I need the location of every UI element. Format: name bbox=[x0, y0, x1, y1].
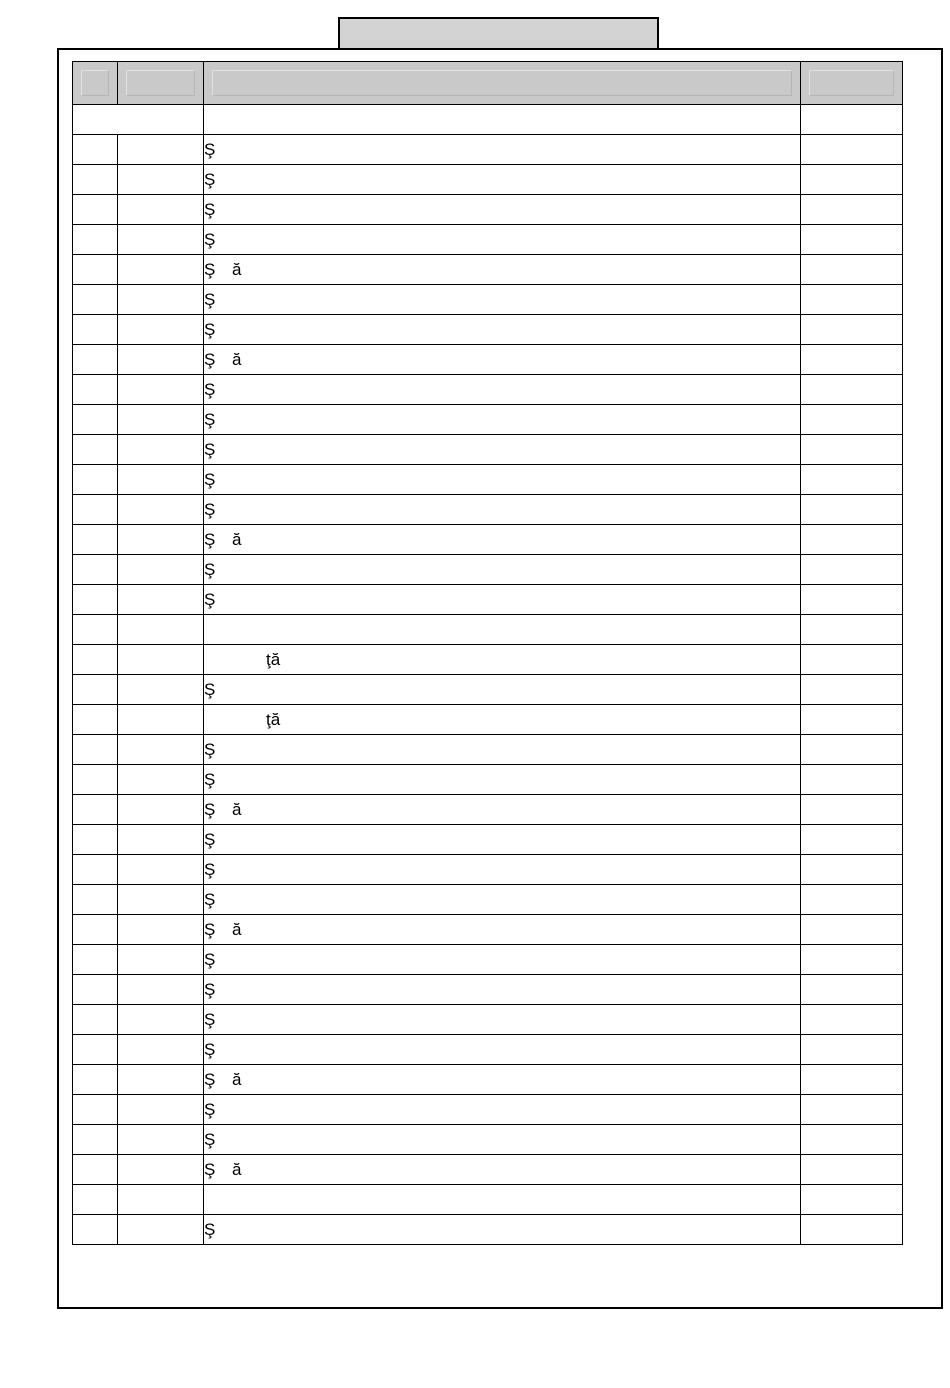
row-value-cell bbox=[801, 315, 903, 345]
table-row bbox=[73, 945, 903, 975]
row-code-cell bbox=[118, 375, 204, 405]
row-description-cell bbox=[204, 1035, 801, 1065]
table-row bbox=[73, 1065, 903, 1095]
row-description-cell bbox=[204, 255, 801, 285]
row-code-cell bbox=[118, 885, 204, 915]
row-description-prefix: Ş bbox=[204, 560, 216, 579]
row-description-cell bbox=[204, 555, 801, 585]
row-description-prefix: Ş bbox=[204, 1220, 216, 1239]
row-number-cell bbox=[73, 345, 118, 375]
row-value-cell bbox=[801, 405, 903, 435]
row-number-cell bbox=[73, 555, 118, 585]
row-description-cell bbox=[204, 975, 801, 1005]
row-description-text: ă bbox=[232, 800, 242, 819]
row-description-prefix: Ş bbox=[204, 290, 216, 309]
row-description-cell bbox=[204, 135, 801, 165]
table-row bbox=[73, 915, 903, 945]
row-code-cell bbox=[118, 525, 204, 555]
row-value-cell bbox=[801, 1185, 903, 1215]
row-description-cell bbox=[204, 855, 801, 885]
row-value-cell bbox=[801, 615, 903, 645]
row-description-prefix: Ş bbox=[204, 680, 216, 699]
row-description-cell bbox=[204, 885, 801, 915]
row-number-cell bbox=[73, 885, 118, 915]
row-number-cell bbox=[73, 735, 118, 765]
table-row bbox=[73, 615, 903, 645]
row-code-cell bbox=[118, 795, 204, 825]
row-description-prefix: Ş bbox=[204, 770, 216, 789]
row-number-cell bbox=[73, 1005, 118, 1035]
row-number-cell bbox=[73, 1215, 118, 1245]
row-number-cell bbox=[73, 975, 118, 1005]
row-number-cell bbox=[73, 165, 118, 195]
table-row bbox=[73, 825, 903, 855]
row-description-prefix: Ş bbox=[204, 350, 216, 369]
row-value-cell bbox=[801, 1215, 903, 1245]
row-code-cell bbox=[118, 675, 204, 705]
row-number-cell bbox=[73, 375, 118, 405]
row-code-cell bbox=[118, 1155, 204, 1185]
row-code-cell bbox=[118, 195, 204, 225]
row-number-cell bbox=[73, 465, 118, 495]
row-code-cell bbox=[118, 435, 204, 465]
row-code-cell bbox=[118, 765, 204, 795]
row-value-cell bbox=[801, 165, 903, 195]
row-code-cell bbox=[118, 705, 204, 735]
row-number-cell bbox=[73, 1035, 118, 1065]
row-code-cell bbox=[118, 735, 204, 765]
table-row bbox=[73, 885, 903, 915]
row-description-prefix: Ş bbox=[204, 890, 216, 909]
row-value-cell bbox=[801, 885, 903, 915]
row-description-prefix: Ş bbox=[204, 980, 216, 999]
row-description-cell bbox=[204, 945, 801, 975]
row-description-cell bbox=[204, 285, 801, 315]
row-description-cell bbox=[204, 465, 801, 495]
row-code-cell bbox=[118, 915, 204, 945]
row-code-cell bbox=[118, 1065, 204, 1095]
row-value-cell bbox=[801, 705, 903, 735]
table-row bbox=[73, 225, 903, 255]
row-number-cell bbox=[73, 855, 118, 885]
row-code-cell bbox=[118, 315, 204, 345]
row-description-prefix: Ş bbox=[204, 1070, 216, 1089]
table-row bbox=[73, 1095, 903, 1125]
row-description-cell bbox=[204, 1215, 801, 1245]
row-number-cell bbox=[73, 285, 118, 315]
row-description-cell bbox=[204, 1185, 801, 1215]
table-row bbox=[73, 465, 903, 495]
row-code-cell bbox=[118, 285, 204, 315]
row-code-cell bbox=[118, 825, 204, 855]
row-description-cell bbox=[204, 585, 801, 615]
row-number-cell bbox=[73, 435, 118, 465]
row-description-prefix: Ş bbox=[204, 830, 216, 849]
row-description-prefix: Ş bbox=[204, 170, 216, 189]
row-description-text: ă bbox=[232, 350, 242, 369]
row-value-cell bbox=[801, 1065, 903, 1095]
row-description-prefix: Ş bbox=[204, 440, 216, 459]
row-description-text: ă bbox=[232, 1070, 242, 1089]
row-number-cell bbox=[73, 255, 118, 285]
header-cell-4 bbox=[801, 62, 903, 105]
table-row bbox=[73, 645, 903, 675]
row-value-cell bbox=[801, 1125, 903, 1155]
table-row bbox=[73, 165, 903, 195]
row-description-prefix: Ş bbox=[204, 1160, 216, 1179]
table-row bbox=[73, 1155, 903, 1185]
row-description-prefix: Ş bbox=[204, 920, 216, 939]
row-description-cell bbox=[204, 795, 801, 825]
row-description-prefix: Ş bbox=[204, 1130, 216, 1149]
row-value-cell bbox=[801, 1005, 903, 1035]
row-description-prefix: Ş bbox=[204, 530, 216, 549]
row-value-cell bbox=[801, 195, 903, 225]
row-code-cell bbox=[118, 1005, 204, 1035]
table-row bbox=[73, 495, 903, 525]
row-description-cell bbox=[204, 645, 801, 675]
row-description-cell bbox=[204, 405, 801, 435]
section-text-cell bbox=[204, 105, 801, 135]
table-row bbox=[73, 375, 903, 405]
row-description-prefix: Ş bbox=[204, 230, 216, 249]
row-number-cell bbox=[73, 675, 118, 705]
row-value-cell bbox=[801, 285, 903, 315]
row-code-cell bbox=[118, 135, 204, 165]
row-code-cell bbox=[118, 975, 204, 1005]
row-number-cell bbox=[73, 495, 118, 525]
row-value-cell bbox=[801, 855, 903, 885]
table-row bbox=[73, 675, 903, 705]
row-description-cell bbox=[204, 315, 801, 345]
table-row bbox=[73, 315, 903, 345]
table-row bbox=[73, 795, 903, 825]
row-number-cell bbox=[73, 1095, 118, 1125]
row-number-cell bbox=[73, 585, 118, 615]
row-description-cell bbox=[204, 765, 801, 795]
row-description-cell bbox=[204, 345, 801, 375]
row-description-cell bbox=[204, 1125, 801, 1155]
table-row bbox=[73, 405, 903, 435]
table-row bbox=[73, 1215, 903, 1245]
row-description-cell bbox=[204, 195, 801, 225]
row-description-prefix: Ş bbox=[204, 140, 216, 159]
row-code-cell bbox=[118, 255, 204, 285]
row-value-cell bbox=[801, 255, 903, 285]
row-number-cell bbox=[73, 1125, 118, 1155]
row-code-cell bbox=[118, 165, 204, 195]
data-table bbox=[72, 61, 903, 1245]
row-description-cell bbox=[204, 1095, 801, 1125]
row-description-cell bbox=[204, 375, 801, 405]
row-description-cell bbox=[204, 225, 801, 255]
row-description-prefix: Ş bbox=[204, 380, 216, 399]
table-row bbox=[73, 975, 903, 1005]
header-cell-2 bbox=[118, 62, 204, 105]
section-label-cell bbox=[73, 105, 204, 135]
row-description-cell bbox=[204, 165, 801, 195]
table-row bbox=[73, 345, 903, 375]
table-row bbox=[73, 705, 903, 735]
row-description-cell bbox=[204, 435, 801, 465]
table-row bbox=[73, 1035, 903, 1065]
row-number-cell bbox=[73, 645, 118, 675]
row-value-cell bbox=[801, 735, 903, 765]
row-number-cell bbox=[73, 1185, 118, 1215]
row-number-cell bbox=[73, 765, 118, 795]
row-description-cell bbox=[204, 705, 801, 735]
row-description-prefix: Ş bbox=[204, 1100, 216, 1119]
row-number-cell bbox=[73, 945, 118, 975]
table-row bbox=[73, 585, 903, 615]
row-code-cell bbox=[118, 1185, 204, 1215]
row-description-cell bbox=[204, 615, 801, 645]
row-code-cell bbox=[118, 405, 204, 435]
table-row bbox=[73, 525, 903, 555]
row-description-prefix: Ş bbox=[204, 950, 216, 969]
row-number-cell bbox=[73, 195, 118, 225]
row-description-cell bbox=[204, 825, 801, 855]
row-value-cell bbox=[801, 765, 903, 795]
table-row bbox=[73, 735, 903, 765]
header-cell-3 bbox=[204, 62, 801, 105]
row-code-cell bbox=[118, 615, 204, 645]
row-code-cell bbox=[118, 1095, 204, 1125]
row-value-cell bbox=[801, 825, 903, 855]
table-row bbox=[73, 1185, 903, 1215]
row-value-cell bbox=[801, 225, 903, 255]
row-code-cell bbox=[118, 345, 204, 375]
row-number-cell bbox=[73, 135, 118, 165]
row-number-cell bbox=[73, 615, 118, 645]
row-description-text: ă bbox=[232, 920, 242, 939]
section-row bbox=[73, 105, 903, 135]
row-description-prefix: Ş bbox=[204, 500, 216, 519]
row-description-prefix: Ş bbox=[204, 740, 216, 759]
row-description-text: ă bbox=[232, 260, 242, 279]
row-number-cell bbox=[73, 315, 118, 345]
row-description-prefix: Ş bbox=[204, 1040, 216, 1059]
row-description-prefix: Ş bbox=[204, 800, 216, 819]
row-description-cell bbox=[204, 1155, 801, 1185]
row-value-cell bbox=[801, 975, 903, 1005]
row-value-cell bbox=[801, 525, 903, 555]
row-description-prefix: Ş bbox=[204, 470, 216, 489]
table-row bbox=[73, 765, 903, 795]
row-number-cell bbox=[73, 1065, 118, 1095]
row-value-cell bbox=[801, 465, 903, 495]
row-description-cell bbox=[204, 495, 801, 525]
row-number-cell bbox=[73, 915, 118, 945]
row-code-cell bbox=[118, 465, 204, 495]
row-description-cell bbox=[204, 735, 801, 765]
row-value-cell bbox=[801, 1095, 903, 1125]
row-code-cell bbox=[118, 225, 204, 255]
section-value-cell bbox=[801, 105, 903, 135]
document-title-tab bbox=[338, 17, 659, 48]
row-code-cell bbox=[118, 555, 204, 585]
row-code-cell bbox=[118, 1215, 204, 1245]
row-description-cell bbox=[204, 915, 801, 945]
table-row bbox=[73, 195, 903, 225]
row-code-cell bbox=[118, 585, 204, 615]
row-value-cell bbox=[801, 1035, 903, 1065]
table-row bbox=[73, 435, 903, 465]
header-cell-1 bbox=[73, 62, 118, 105]
row-description-prefix: Ş bbox=[204, 320, 216, 339]
row-value-cell bbox=[801, 795, 903, 825]
row-number-cell bbox=[73, 525, 118, 555]
table-row bbox=[73, 555, 903, 585]
row-value-cell bbox=[801, 375, 903, 405]
row-code-cell bbox=[118, 495, 204, 525]
row-description-prefix: Ş bbox=[204, 860, 216, 879]
row-description-text: ţă bbox=[266, 650, 281, 669]
row-description-prefix: Ş bbox=[204, 200, 216, 219]
row-description-cell bbox=[204, 1065, 801, 1095]
row-description-cell bbox=[204, 1005, 801, 1035]
row-number-cell bbox=[73, 225, 118, 255]
row-description-text: ţă bbox=[266, 710, 281, 729]
row-number-cell bbox=[73, 795, 118, 825]
row-code-cell bbox=[118, 1125, 204, 1155]
table-row bbox=[73, 255, 903, 285]
row-description-prefix: Ş bbox=[204, 410, 216, 429]
row-value-cell bbox=[801, 645, 903, 675]
row-value-cell bbox=[801, 555, 903, 585]
row-value-cell bbox=[801, 435, 903, 465]
row-value-cell bbox=[801, 345, 903, 375]
row-description-text: ă bbox=[232, 530, 242, 549]
row-code-cell bbox=[118, 855, 204, 885]
row-code-cell bbox=[118, 945, 204, 975]
table-row bbox=[73, 855, 903, 885]
row-value-cell bbox=[801, 135, 903, 165]
row-number-cell bbox=[73, 705, 118, 735]
row-description-cell bbox=[204, 525, 801, 555]
row-code-cell bbox=[118, 1035, 204, 1065]
table-row bbox=[73, 1125, 903, 1155]
row-value-cell bbox=[801, 495, 903, 525]
table-row bbox=[73, 1005, 903, 1035]
row-number-cell bbox=[73, 1155, 118, 1185]
row-description-prefix: Ş bbox=[204, 260, 216, 279]
row-number-cell bbox=[73, 405, 118, 435]
row-value-cell bbox=[801, 675, 903, 705]
row-value-cell bbox=[801, 1155, 903, 1185]
row-description-cell bbox=[204, 675, 801, 705]
table-row bbox=[73, 285, 903, 315]
table-header-row bbox=[73, 62, 903, 105]
row-description-prefix: Ş bbox=[204, 1010, 216, 1029]
row-value-cell bbox=[801, 915, 903, 945]
row-code-cell bbox=[118, 645, 204, 675]
table-row bbox=[73, 135, 903, 165]
row-value-cell bbox=[801, 585, 903, 615]
row-number-cell bbox=[73, 825, 118, 855]
row-description-prefix: Ş bbox=[204, 590, 216, 609]
row-description-text: ă bbox=[232, 1160, 242, 1179]
row-value-cell bbox=[801, 945, 903, 975]
